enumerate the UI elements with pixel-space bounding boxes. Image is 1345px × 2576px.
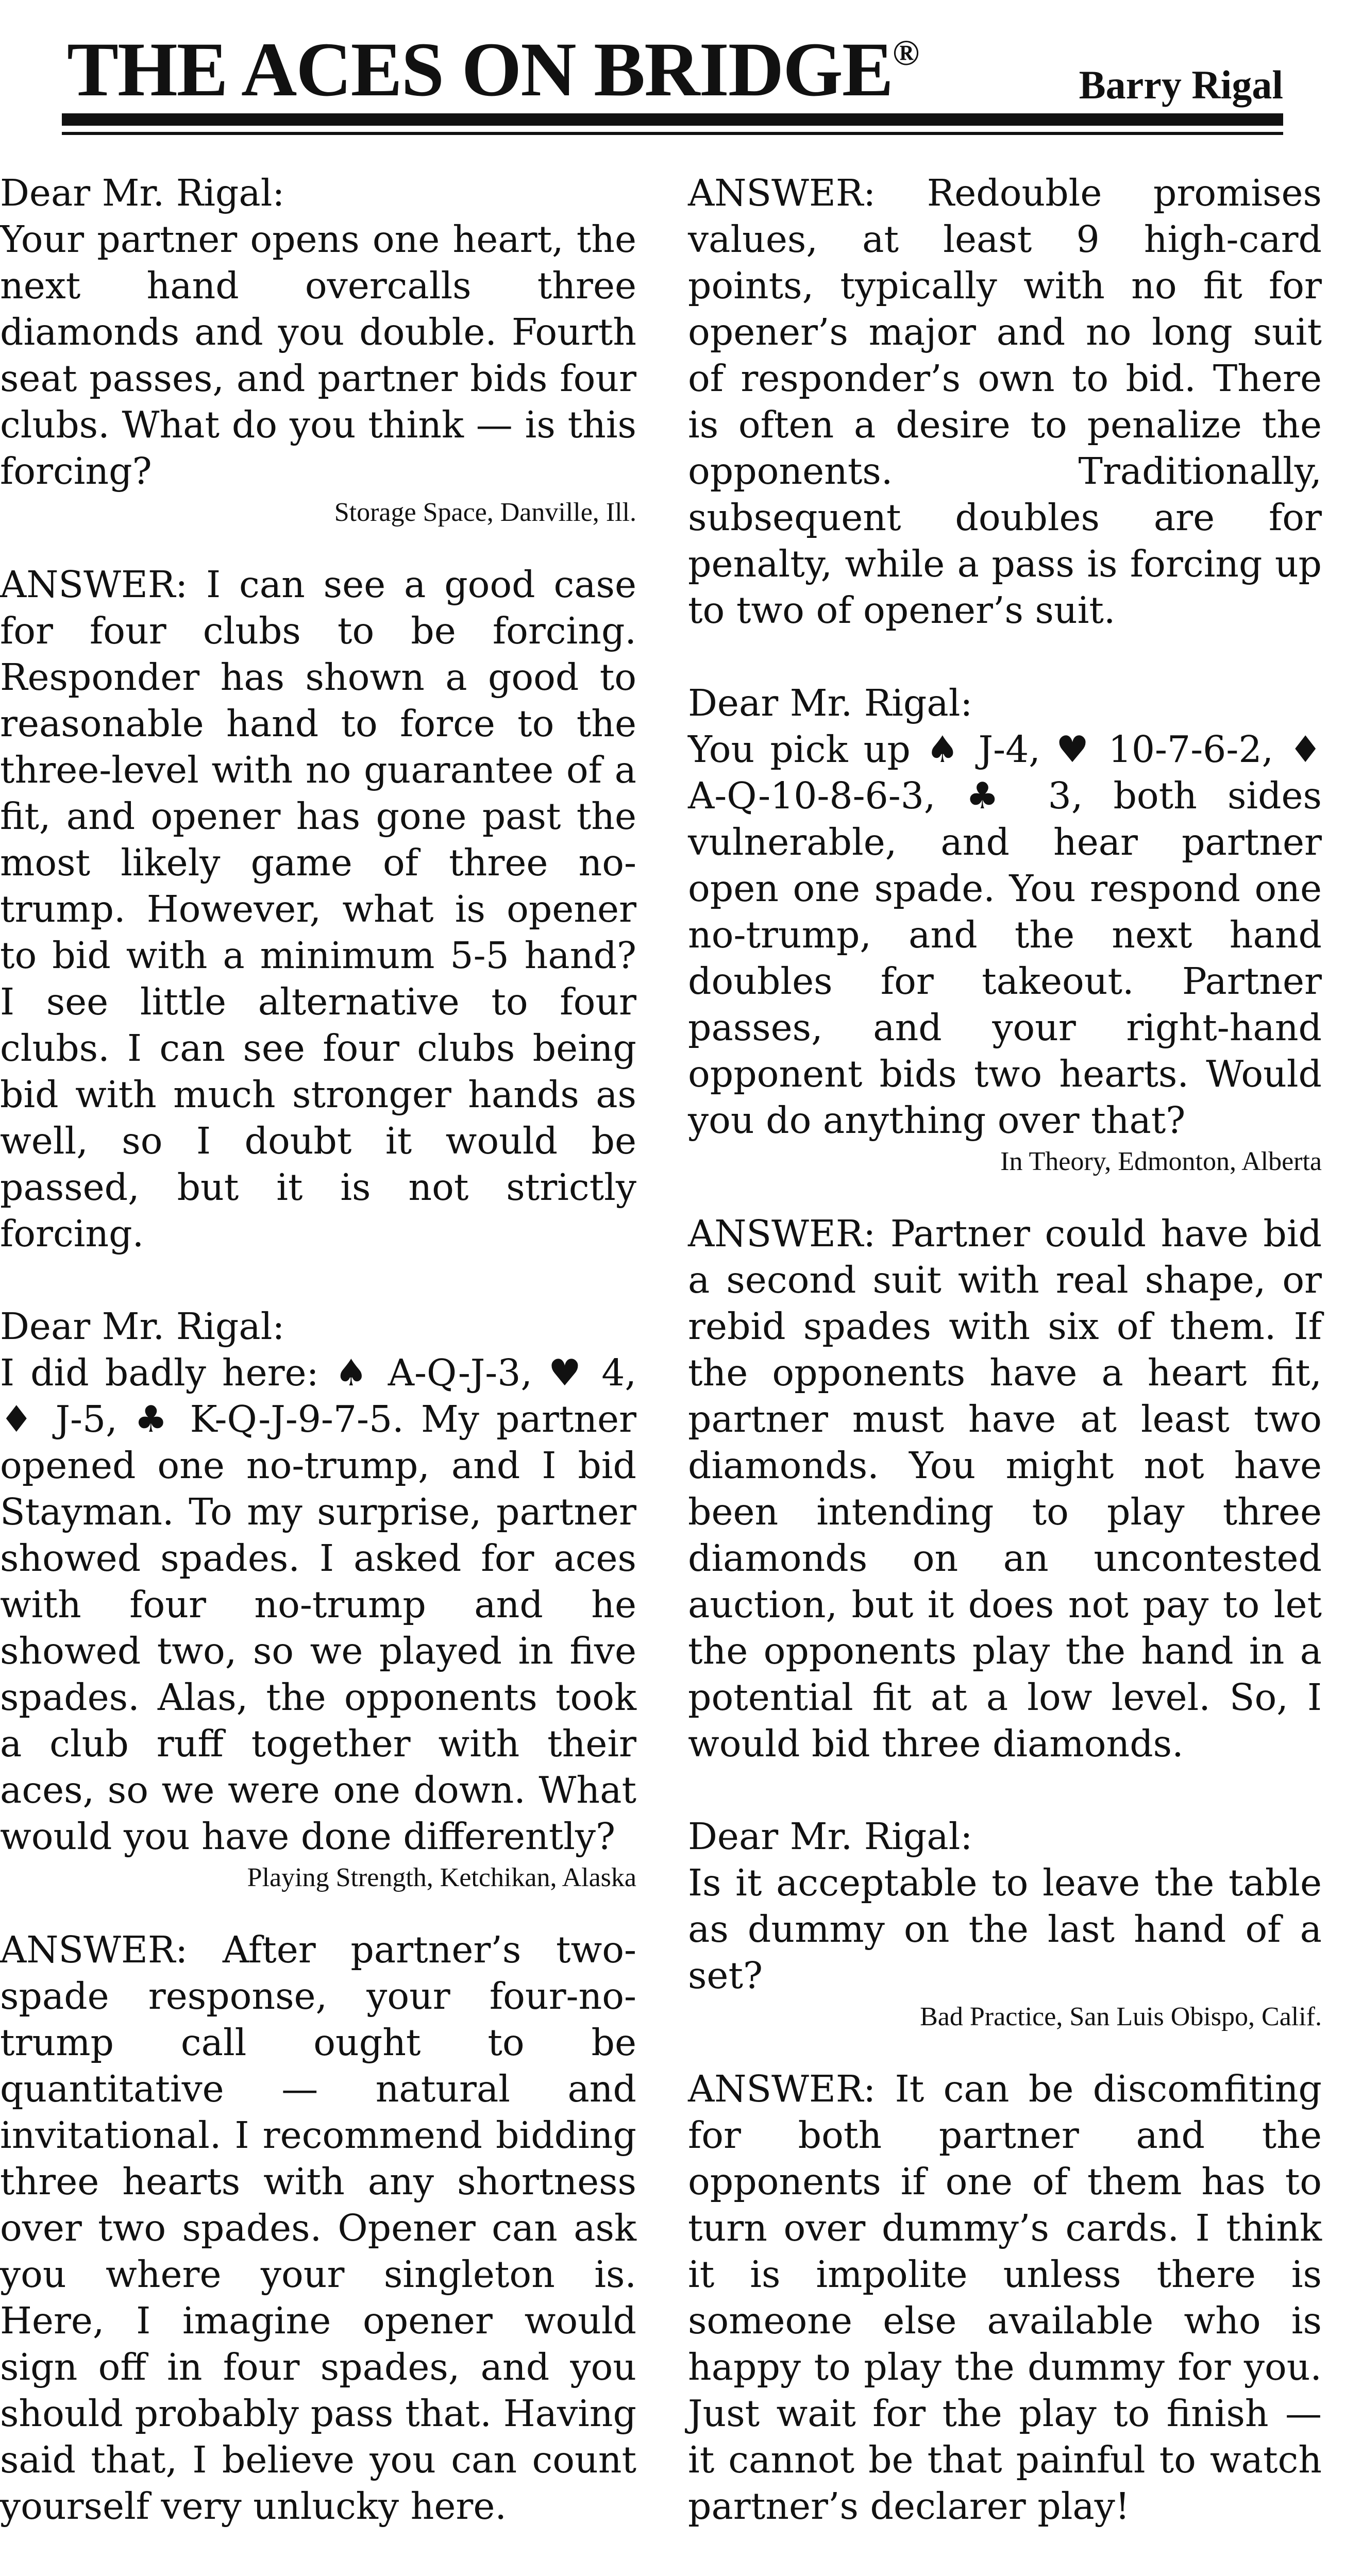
answer-1 [0,562,636,1257]
answer: ANSWER: Partner could have bid a second suit with real shape, or rebid spades with six of them. If the opponents have a heart fit, partner must have at least two diamonds. You might not have been intending to play three diamonds on an uncontested auction, but it does not pay to let the opponents play the hand in a potential fit at a low level. So, I would bid three diamonds. [688,1212,1322,1765]
answer: ANSWER: After partner’s two-spade response, your four-no-trump call ought to be quantitative — natural and invitational. I recommend bidding three hearts with any shortness over two spades. Opener can ask you where your singleton is. Here, I imagine opener would sign off in four spades, and you should probably pass that. Having said that, I believe you can count yourself very unlucky here. [0,1928,636,2528]
answer-2 [0,1927,636,2530]
right-column [688,170,1322,2576]
signature: Playing Strength, Ketchikan, Alaska [247,1863,636,1892]
signature: In Theory, Edmonton, Alberta [1000,1147,1322,1176]
answer: ANSWER: It can be discomfiting for both partner and the opponents if one of them has to turn over dummy’s cards. I think it is impolite unless there is someone else available who is happy to play the dummy for you. Just wait for the play to finish — it cannot be that painful to watch partner’s declarer play! [688,2067,1322,2528]
question: Is it acceptable to leave the table as dummy on the last hand of a set? [688,1861,1322,1997]
question: I did badly here: ♠ A-Q-J-3, ♥ 4, ♦ J-5, ♣ K-Q-J-9-7-5. My partner opened one no-trump, and I bid Stayman. To my surprise, partner showed spades. I asked for aces with four no-trump and he showed two, so we played in five spades. Alas, the opponents took a club ruff together with their aces, so we were one down. What would you have done differently? [0,1351,636,1858]
masthead [62,26,1283,113]
letter-2 [0,1303,636,1860]
left-column [0,170,636,2576]
answer-5 [688,2066,1322,2530]
answer-4 [688,1211,1322,1767]
letter-1 [0,170,636,495]
salutation: Dear Mr. Rigal: [688,682,973,724]
question: Your partner opens one heart, the next hand overcalls three diamonds and you double. Fourth seat passes, and partner bids four clubs. What do you think — is this forcing? [0,218,636,493]
letter-5 [688,1814,1322,1999]
byline: Barry Rigal [1079,62,1283,107]
registered-mark: ® [892,33,919,73]
masthead-rule-thick [62,113,1283,126]
answer-3 [688,170,1322,634]
letter-4 [688,680,1322,1144]
answer: ANSWER: I can see a good case for four clubs to be forcing. Responder has shown a good to reasonable hand to force to the three-level with no guarantee of a fit, and opener has gone past the most likely game of three no-trump. However, what is opener to bid with a minimum 5-5 hand? I see little alternative to four clubs. I can see four clubs being bid with much stronger hands as well, so I doubt it would be passed, but it is not strictly forcing. [0,563,636,1255]
salutation: Dear Mr. Rigal: [0,1305,285,1348]
column-title: THE ACES ON BRIDGE® [67,27,919,112]
masthead-rule-thin [62,132,1283,135]
salutation: Dear Mr. Rigal: [688,1815,973,1858]
signature: Bad Practice, San Luis Obispo, Calif. [920,2002,1322,2031]
question: You pick up ♠ J-4, ♥ 10-7-6-2, ♦ A-Q-10-8-6-3, ♣ 3, both sides vulnerable, and hear partner open one spade. You respond one no-trump, and the next hand doubles for takeout. Partner passes, and your right-hand opponent bids two hearts. Would you do anything over that? [688,728,1322,1142]
answer: ANSWER: Redouble promises values, at least 9 high-card points, typically with no fit for opener’s major and no long suit of responder’s own to bid. There is often a desire to penalize the opponents. Traditionally, subsequent doubles are for penalty, while a pass is forcing up to two of opener’s suit. [688,172,1322,632]
signature: Storage Space, Danville, Ill. [334,498,636,527]
salutation: Dear Mr. Rigal: [0,172,285,214]
